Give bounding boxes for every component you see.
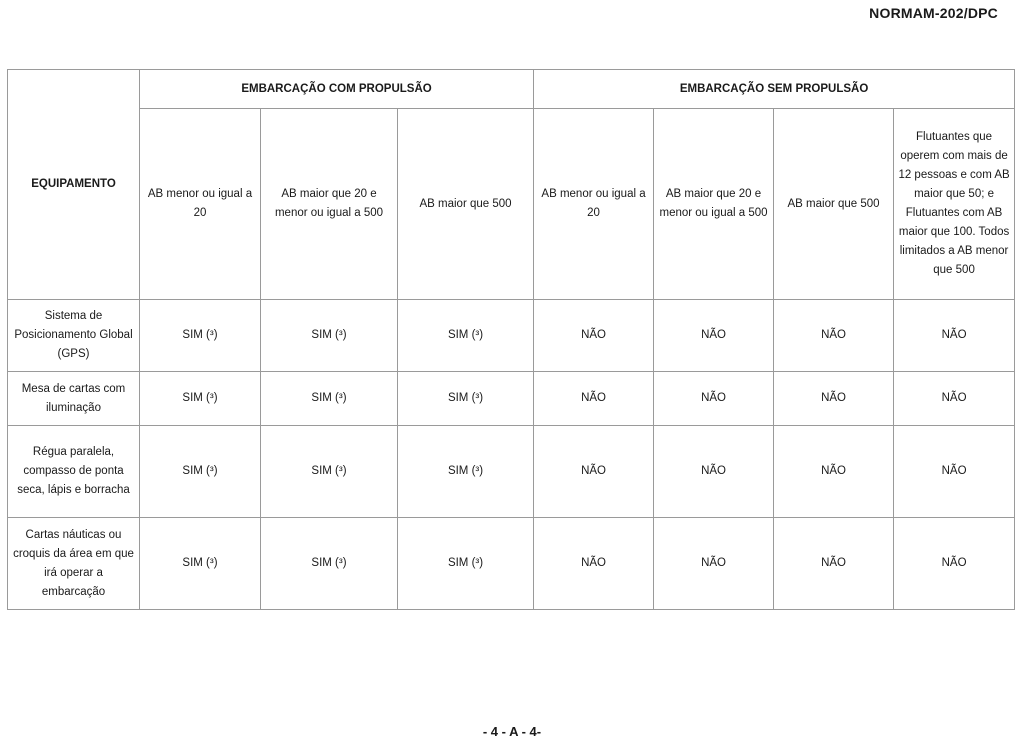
subheader-cp-ab-ate-20: AB menor ou igual a 20 [140,109,261,300]
table-cell: SIM (³) [261,300,398,372]
table-cell: SIM (³) [140,372,261,426]
document-code: NORMAM-202/DPC [869,5,998,21]
table-row [8,518,1015,610]
table-cell: NÃO [774,518,894,610]
equipment-column-header: EQUIPAMENTO [8,70,140,300]
table-cell: NÃO [774,300,894,372]
subheader-sp-ab-maior-500: AB maior que 500 [774,109,894,300]
table-cell: SIM (³) [261,426,398,518]
subheader-sp-flutuantes: Flutuantes que operem com mais de 12 pessoas e com AB maior que 50; e Flutuantes com AB maior que 100. Todos limitados a AB menor que 500 [894,109,1015,300]
table-cell: SIM (³) [261,518,398,610]
group-header-with-propulsion: EMBARCAÇÃO COM PROPULSÃO [140,70,534,109]
group-header-without-propulsion: EMBARCAÇÃO SEM PROPULSÃO [534,70,1015,109]
page-number: - 4 - A - 4- [482,724,542,739]
subheader-sp-ab-20-500: AB maior que 20 e menor ou igual a 500 [654,109,774,300]
equipment-name: Cartas náuticas ou croquis da área em que irá operar a embarcação [8,518,140,610]
equipment-table [7,69,1015,610]
table-cell: SIM (³) [398,518,534,610]
table-cell: NÃO [894,300,1015,372]
table-cell: NÃO [534,372,654,426]
equipment-name: Mesa de cartas com iluminação [8,372,140,426]
table-row [8,426,1015,518]
table-cell: NÃO [654,372,774,426]
table-cell: NÃO [894,372,1015,426]
table-cell: NÃO [654,518,774,610]
subheader-cp-ab-maior-500: AB maior que 500 [398,109,534,300]
table-cell: NÃO [654,426,774,518]
equipment-table-container [7,69,1015,610]
subheader-cp-ab-20-500: AB maior que 20 e menor ou igual a 500 [261,109,398,300]
table-cell: SIM (³) [140,426,261,518]
table-cell: SIM (³) [398,300,534,372]
table-row [8,372,1015,426]
equipment-name: Régua paralela, compasso de ponta seca, lápis e borracha [8,426,140,518]
table-row [8,300,1015,372]
equipment-name: Sistema de Posicionamento Global (GPS) [8,300,140,372]
table-cell: NÃO [894,518,1015,610]
table-cell: NÃO [534,518,654,610]
table-cell: NÃO [654,300,774,372]
subheader-sp-ab-ate-20: AB menor ou igual a 20 [534,109,654,300]
table-cell: SIM (³) [140,300,261,372]
table-cell: SIM (³) [261,372,398,426]
table-cell: SIM (³) [398,426,534,518]
table-cell: SIM (³) [140,518,261,610]
table-cell: NÃO [774,372,894,426]
table-cell: SIM (³) [398,372,534,426]
table-cell: NÃO [774,426,894,518]
table-cell: NÃO [534,300,654,372]
table-cell: NÃO [894,426,1015,518]
table-cell: NÃO [534,426,654,518]
